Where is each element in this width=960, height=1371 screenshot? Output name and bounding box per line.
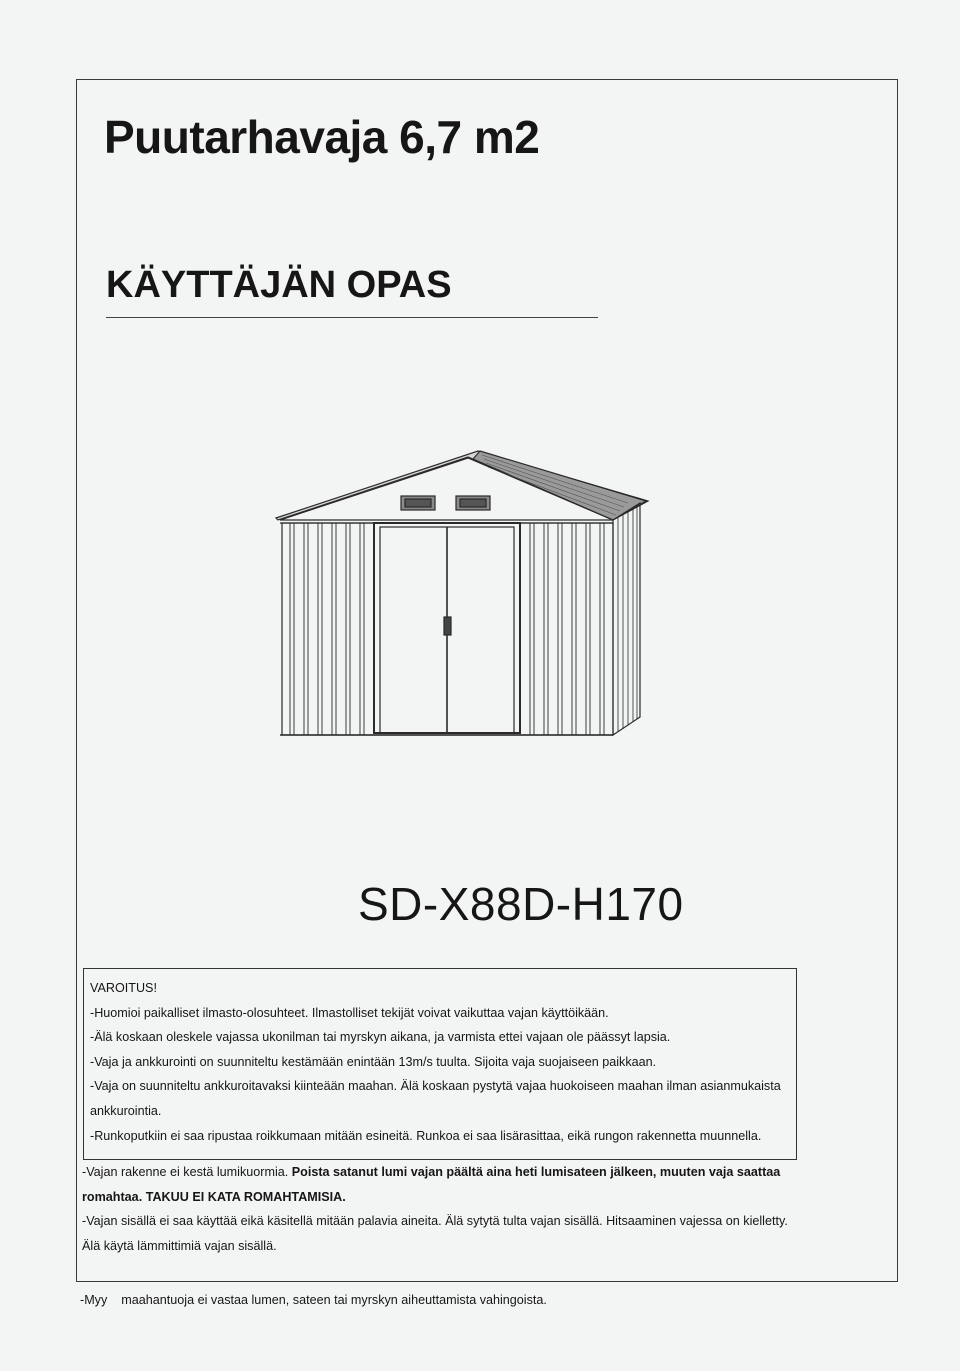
warning-item: -Vaja ja ankkurointi on suunniteltu kestämään enintään 13m/s tuulta. Sijoita vaja suojaiseen paikkaan. xyxy=(90,1054,657,1069)
snow-warning-emphasis: Poista satanut lumi vajan päältä aina heti lumisateen jälkeen, muuten vaja saattaa romahtaa. TAKUU EI KATA ROMAHTAMISIA. xyxy=(82,1165,781,1204)
liability-note xyxy=(80,1290,547,1310)
warning-section xyxy=(82,976,790,1253)
warning-item: -Vaja on suunniteltu ankkuroitavaksi kiinteään maahan. Älä koskaan pystytä vajaa huokoiseen maahan ilman asianmukaista ankkurointia. xyxy=(90,1079,781,1118)
warning-extra xyxy=(82,1160,790,1258)
liability-text: maahantuoja ei vastaa lumen, sateen tai myrskyn aiheuttamista vahingoista. xyxy=(121,1293,547,1307)
warning-item: -Älä koskaan oleskele vajassa ukonilman tai myrskyn aikana, ja varmista ettei vajaan ole päässyt lapsia. xyxy=(90,1030,671,1045)
document-title: Puutarhavaja 6,7 m2 xyxy=(104,111,540,163)
fire-warning: -Vajan sisällä ei saa käyttää eikä käsitellä mitään palavia aineita. Älä sytytä tulta vajan sisällä. Hitsaaminen vajessa on kielletty. Älä käytä lämmittimiä vajan sisällä. xyxy=(82,1214,788,1253)
warning-item: -Runkoputkiin ei saa ripustaa roikkumaan mitään esineitä. Runkoa ei saa lisärasittaa, eikä rungon rakennetta muunnella. xyxy=(90,1128,762,1143)
snow-warning xyxy=(82,1160,790,1209)
warning-heading: VAROITUS! xyxy=(90,981,157,995)
snow-warning-text: -Vajan rakenne ei kestä lumikuormia. xyxy=(82,1165,292,1179)
model-number: SD-X88D-H170 xyxy=(358,878,684,930)
title-divider xyxy=(106,317,598,318)
warning-item: -Huomioi paikalliset ilmasto-olosuhteet. Ilmastolliset tekijät voivat vaikuttaa vajan käyttöikään. xyxy=(90,1005,609,1020)
document-subtitle: KÄYTTÄJÄN OPAS xyxy=(106,264,452,306)
garden-shed-icon xyxy=(268,445,652,745)
liability-prefix: -Myy xyxy=(80,1293,108,1307)
